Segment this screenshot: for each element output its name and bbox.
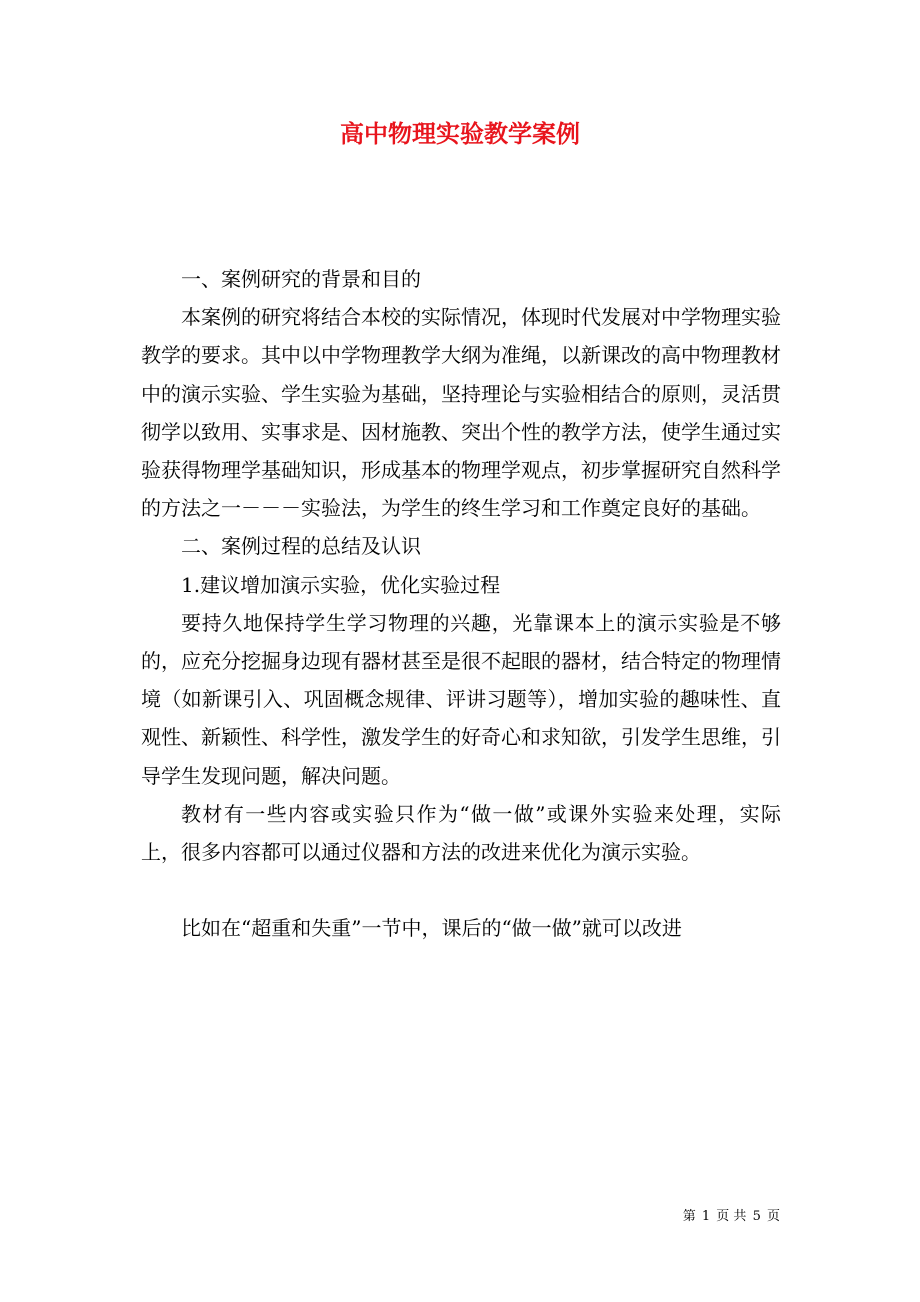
paragraph-overweight-example: 比如在“超重和失重”一节中，课后的“做一做”就可以改进 [181, 916, 682, 941]
blank-line [141, 871, 781, 909]
document-body [141, 260, 781, 947]
paragraph-interest: 要持久地保持学生学习物理的兴趣，光靠课本上的演示实验是不够的，应充分挖掘身边现有器材甚至是很不起眼的器材，结合特定的物理情境（如新课引入、巩固概念规律、评讲习题等），增加实验的趣味性、直观性、新颖性、科学性，激发学生的好奇心和求知欲，引发学生思维，引导学生发现问题，解决问题。 [141, 610, 781, 788]
footer-prefix: 第 [682, 1209, 696, 1224]
paragraph-background-purpose: 本案例的研究将结合本校的实际情况，体现时代发展对中学物理实验教学的要求。其中以中学物理教学大纲为准绳，以新课改的高中物理教材中的演示实验、学生实验为基础，坚持理论与实验相结合的原则，灵活贯彻学以致用、实事求是、因材施教、突出个性的教学方法，使学生通过实验获得物理学基础知识，形成基本的物理学观点，初步掌握研究自然科学的方法之一－－－实验法，为学生的终生学习和工作奠定良好的基础。 [141, 305, 781, 521]
page-number-footer [682, 1208, 781, 1226]
paragraph-textbook-content: 教材有一些内容或实验只作为“做一做”或课外实验来处理，实际上，很多内容都可以通过仪器和方法的改进来优化为演示实验。 [141, 801, 781, 865]
subheading-demo-experiments: 1.建议增加演示实验，优化实验过程 [181, 572, 501, 597]
section-heading-process: 二、案例过程的总结及认识 [181, 534, 421, 559]
document-title: 高中物理实验教学案例 [340, 119, 580, 148]
footer-current-page: 1 [701, 1209, 711, 1224]
footer-suffix: 页 [766, 1209, 780, 1224]
section-heading-background: 一、案例研究的背景和目的 [181, 267, 421, 291]
footer-total-pages: 5 [752, 1209, 761, 1224]
footer-mid: 页 共 [716, 1209, 747, 1224]
